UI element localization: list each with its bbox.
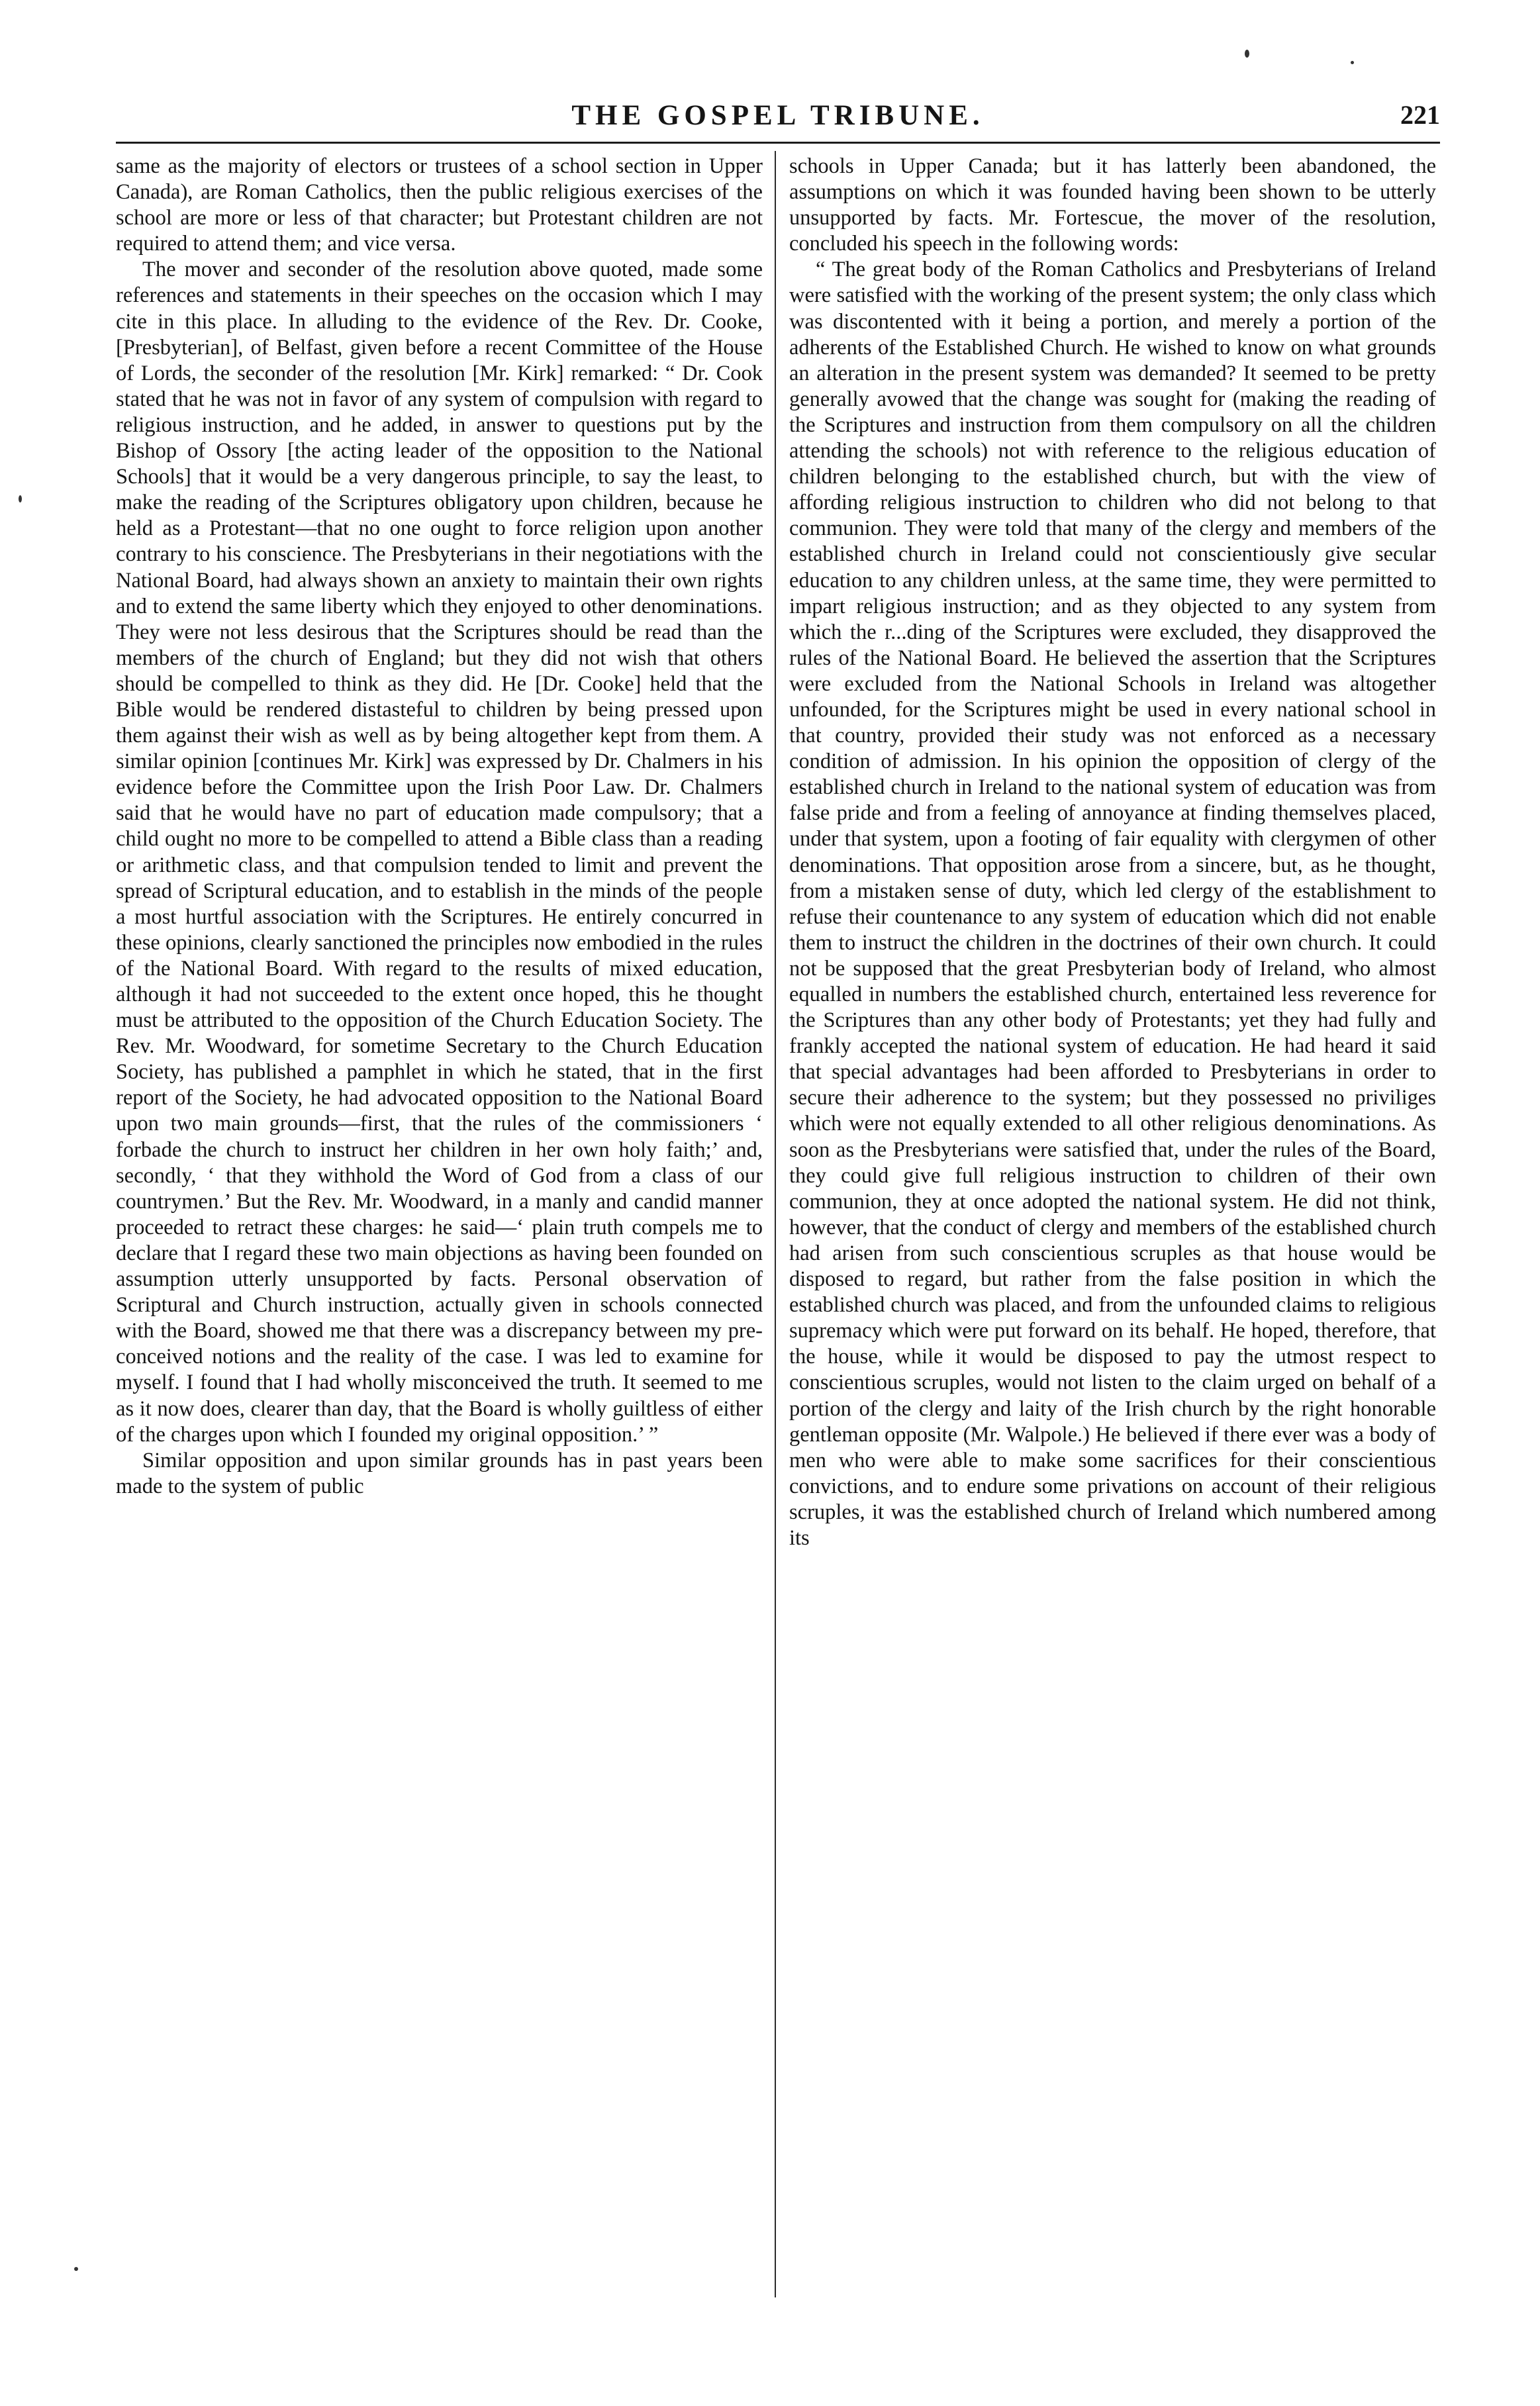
page-number: 221: [1400, 100, 1440, 130]
column-divider: [775, 151, 776, 2297]
print-speck: [1245, 50, 1249, 58]
left-column: [116, 154, 763, 1500]
print-speck: [1351, 61, 1354, 64]
journal-title: THE GOSPEL TRIBUNE.: [571, 100, 985, 131]
paragraph: The mover and seconder of the resolution above quoted, made some references and statements in their speeches on the occasion which I may cite in this place. In alluding to the evidence of the Rev. Dr. Cooke, [Presbyterian], of Belfast, given before a recent Committee of the House of Lords, the seconder of the resolution [Mr. Kirk] remarked: “ Dr. Cook stated that he was not in favor of any system of compulsion with regard to religious instruction, and he added, in answer to questions put by the Bishop of Ossory [the acting leader of the opposition to the National Schools] that it would be a very dangerous principle, to say the least, to make the reading of the Scriptures obligatory upon children, because he held as a Protestant—that no one ought to force religion upon another contrary to his conscience. The Presbyterians in their negotiations with the National Board, had always shown an anxiety to maintain their own rights and to extend the same liberty which they enjoyed to other denominations. They were not less desirous that the Scriptures should be read than the members of the church of England; but they did not wish that others should be compelled to think as they did. He [Dr. Cooke] held that the Bible would be rendered distasteful to children by being pressed upon them against their wish as well as by being altogether kept from them. A similar opinion [continues Mr. Kirk] was expressed by Dr. Chalmers in his evidence before the Committee upon the Irish Poor Law. Dr. Chalmers said that he would have no part of education made compulsory; that a child ought no more to be compelled to attend a Bible class than a reading or arithmetic class, and that compulsion tended to limit and prevent the spread of Scriptural education, and to establish in the minds of the people a most hurtful association with the Scriptures. He entirely concurred in these opinions, clearly sanctioned the principles now embodied in the rules of the National Board. With regard to the results of mixed education, although it had not succeeded to the extent once hoped, this he thought must be attributed to the opposition of the Church Education Society. The Rev. Mr. Woodward, for sometime Secretary to the Church Education Society, has published a pamphlet in which he stated, that in the first report of the Society, he had advocated opposition to the National Board upon two main grounds—first, that the rules of the commissioners ‘ forbade the church to instruct her children in her own holy faith;’ and, secondly, ‘ that they withhold the Word of God from a class of our countrymen.’ But the Rev. Mr. Woodward, in a manly and candid manner proceeded to retract these charges: he said—‘ plain truth compels me to declare that I regard these two main objections as having been founded on assumption utterly unsupported by facts. Personal observation of Scriptural and Church instruction, actually given in schools connected with the Board, showed me that there was a discrepancy between my pre-conceived notions and the reality of the case. I was led to examine for myself. I found that I had wholly misconceived the truth. It seemed to me as it now does, clearer than day, that the Board is wholly guiltless of either of the charges upon which I founded my original opposition.’ ”: [116, 258, 763, 1447]
paragraph: “ The great body of the Roman Catholics and Presbyterians of Ireland were satisfied with the working of the present system; the only class which was discontented with it being a portion, and merely a portion of the adherents of the Established Church. He wished to know on what grounds an alteration in the present system was demanded? It seemed to be pretty generally avowed that the change was sought for (making the reading of the Scriptures and instruction from them compulsory on all the children attending the schools) not with reference to the religious education of children belonging to the established church, but with the view of affording religious instruction to children who did not belong to that communion. They were told that many of the clergy and members of the established church in Ireland could not conscientiously give secular education to any children unless, at the same time, they were permitted to impart religious instruction; and as they objected to any system from which the r...ding of the Scriptures were excluded, they disapproved the rules of the National Board. He believed the assertion that the Scriptures were excluded from the National Schools in Ireland was altogether unfounded, for the Scriptures might be used in every national school in that country, provided their study was not enforced as a necessary condition of admission. In his opinion the opposition of clergy of the established church in Ireland to the national system of education was from false pride and from a feeling of annoyance at finding themselves placed, under that system, upon a footing of fair equality with clergymen of other denominations. That opposition arose from a sincere, but, as he thought, from a mistaken sense of duty, which led clergy of the establishment to refuse their countenance to any system of education which did not enable them to instruct the children in the doctrines of their own church. It could not be supposed that the great Presbyterian body of Ireland, who almost equalled in numbers the established church, entertained less reverence for the Scriptures than any other body of Protestants; yet they had fully and frankly accepted the national system of education. He had heard it said that special advantages had been afforded to Presbyterians in order to secure their adherence to the system; but they possessed no priviliges which were not equally extended to all other religious denominations. As soon as the Presbyterians were satisfied that, under the rules of the Board, they could give full religious instruction to children of their own communion, they at once adopted the national system. He did not think, however, that the conduct of clergy and members of the established church had arisen from such conscientious scruples as that house would be disposed to regard, but rather from the false position in which the established church was placed, and from the unfounded claims to religious supremacy which were put forward on its behalf. He hoped, therefore, that the house, while it would be disposed to pay the utmost respect to conscientious scruples, would not listen to the claim urged on behalf of a portion of the clergy and laity of the Irish church by the right honorable gentleman opposite (Mr. Walpole.) He believed if there ever was a body of men who were able to make some sacrifices for their conscientious convictions, and to endure some privations on account of their religious scruples, it was the established church of Ireland which numbered among its: [789, 258, 1436, 1550]
header-rule: [116, 142, 1440, 144]
paragraph: Similar opposition and upon similar grounds has in past years been made to the system of public: [116, 1448, 763, 1498]
print-speck: [74, 2267, 78, 2271]
paragraph: same as the majority of electors or trustees of a school section in Upper Canada), are Roman Catholics, then the public religious exercises of the school are more or less of that character; but Protestant children are not required to attend them; and vice versa.: [116, 154, 763, 256]
print-speck: [19, 495, 22, 503]
paragraph: schools in Upper Canada; but it has latterly been abandoned, the assumptions on which it was founded having been shown to be utterly unsupported by facts. Mr. Fortescue, the mover of the resolution, concluded his speech in the following words:: [789, 154, 1436, 256]
running-head: [116, 98, 1440, 138]
right-column: [789, 154, 1436, 1551]
